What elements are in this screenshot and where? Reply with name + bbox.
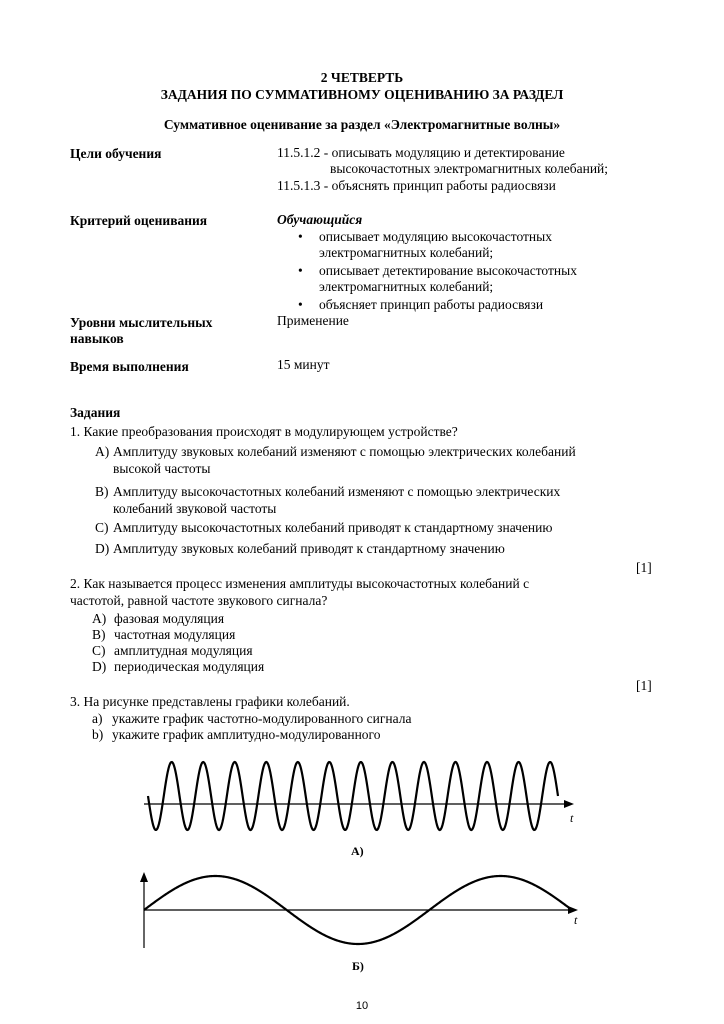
criteria-item-3: объясняет принцип работы радиосвязи <box>319 297 544 312</box>
section-subtitle: Суммативное оценивание за раздел «Электромагнитные волны» <box>163 117 561 132</box>
graph-b-vertical-arrow-icon <box>140 872 148 882</box>
q2-option-b: частотная модуляция <box>114 627 236 642</box>
criteria-label: Критерий оценивания <box>70 213 208 228</box>
criteria-item-1-line1: описывает модуляцию высокочастотных <box>319 229 552 244</box>
q3-sub-b-letter: b) <box>92 727 104 742</box>
bullet-icon: • <box>298 263 303 278</box>
graph-a-caption: А) <box>351 844 364 858</box>
question-2-line2: частотой, равной частоте звукового сигнала? <box>70 593 328 608</box>
q1-score: [1] <box>636 560 652 575</box>
q3-sub-a: укажите график частотно-модулированного сигнала <box>112 711 412 726</box>
page-number: 10 <box>355 1000 369 1012</box>
q1-option-c: Амплитуду высокочастотных колебаний приводят к стандартному значению <box>113 520 553 535</box>
bullet-icon: • <box>298 297 303 312</box>
bullet-icon: • <box>298 229 303 244</box>
time-value: 15 минут <box>277 357 330 372</box>
tasks-heading: Задания <box>70 405 121 420</box>
criteria-intro: Обучающийся <box>277 212 363 227</box>
q1-option-a-line1: Амплитуду звуковых колебаний изменяют с помощью электрических колебаний <box>113 444 576 459</box>
criteria-item-1-line2: электромагнитных колебаний; <box>319 245 494 260</box>
q2-option-b-letter: B) <box>92 627 106 642</box>
question-2-line1: 2. Как называется процесс изменения амплитуды высокочастотных колебаний с <box>70 576 530 591</box>
goal-1-line2: высокочастотных электромагнитных колебаний; <box>330 161 609 176</box>
q2-option-c-letter: C) <box>92 643 106 658</box>
q2-score: [1] <box>636 678 652 693</box>
levels-value: Применение <box>277 313 349 328</box>
q2-option-d: периодическая модуляция <box>114 659 265 674</box>
quarter-heading: 2 ЧЕТВЕРТЬ <box>320 70 404 85</box>
q1-option-a-line2: высокой частоты <box>113 461 211 476</box>
q1-option-d-letter: D) <box>95 541 110 556</box>
goals-label: Цели обучения <box>70 146 162 161</box>
q2-option-a: фазовая модуляция <box>114 611 225 626</box>
question-1: 1. Какие преобразования происходят в модулирующем устройстве? <box>70 424 458 439</box>
q3-sub-a-letter: a) <box>92 711 103 726</box>
graph-a-axis-label: t <box>570 811 574 825</box>
graph-b-caption: Б) <box>352 959 364 973</box>
goal-1-line1: 11.5.1.2 - описывать модуляцию и детектирование <box>277 145 565 160</box>
graph-a-arrow-icon <box>564 800 574 808</box>
goal-2: 11.5.1.3 - объяснять принцип работы радиосвязи <box>277 178 556 193</box>
question-3: 3. На рисунке представлены графики колебаний. <box>70 694 350 709</box>
graph-b-axis-label: t <box>574 913 578 927</box>
q1-option-b-line1: Амплитуду высокочастотных колебаний изменяют с помощью электрических <box>113 484 561 499</box>
q2-option-c: амплитудная модуляция <box>114 643 253 658</box>
q1-option-b-letter: B) <box>95 484 109 499</box>
graph-b <box>132 864 592 954</box>
q1-option-d: Амплитуду звуковых колебаний приводят к стандартному значению <box>113 541 505 556</box>
graph-a-signal-curve <box>148 762 558 830</box>
q1-option-a-letter: A) <box>95 444 110 459</box>
q3-sub-b: укажите график амплитудно-модулированного <box>112 727 381 742</box>
time-label: Время выполнения <box>70 359 189 374</box>
criteria-item-2-line1: описывает детектирование высокочастотных <box>319 263 577 278</box>
q2-option-a-letter: A) <box>92 611 107 626</box>
levels-label-line2: навыков <box>70 331 124 346</box>
graph-a <box>130 748 590 843</box>
criteria-item-2-line2: электромагнитных колебаний; <box>319 279 494 294</box>
levels-label-line1: Уровни мыслительных <box>70 315 213 330</box>
q1-option-c-letter: C) <box>95 520 109 535</box>
q2-option-d-letter: D) <box>92 659 107 674</box>
q1-option-b-line2: колебаний звуковой частоты <box>113 501 277 516</box>
document-title: ЗАДАНИЯ ПО СУММАТИВНОМУ ОЦЕНИВАНИЮ ЗА РАЗДЕЛ <box>160 87 564 102</box>
